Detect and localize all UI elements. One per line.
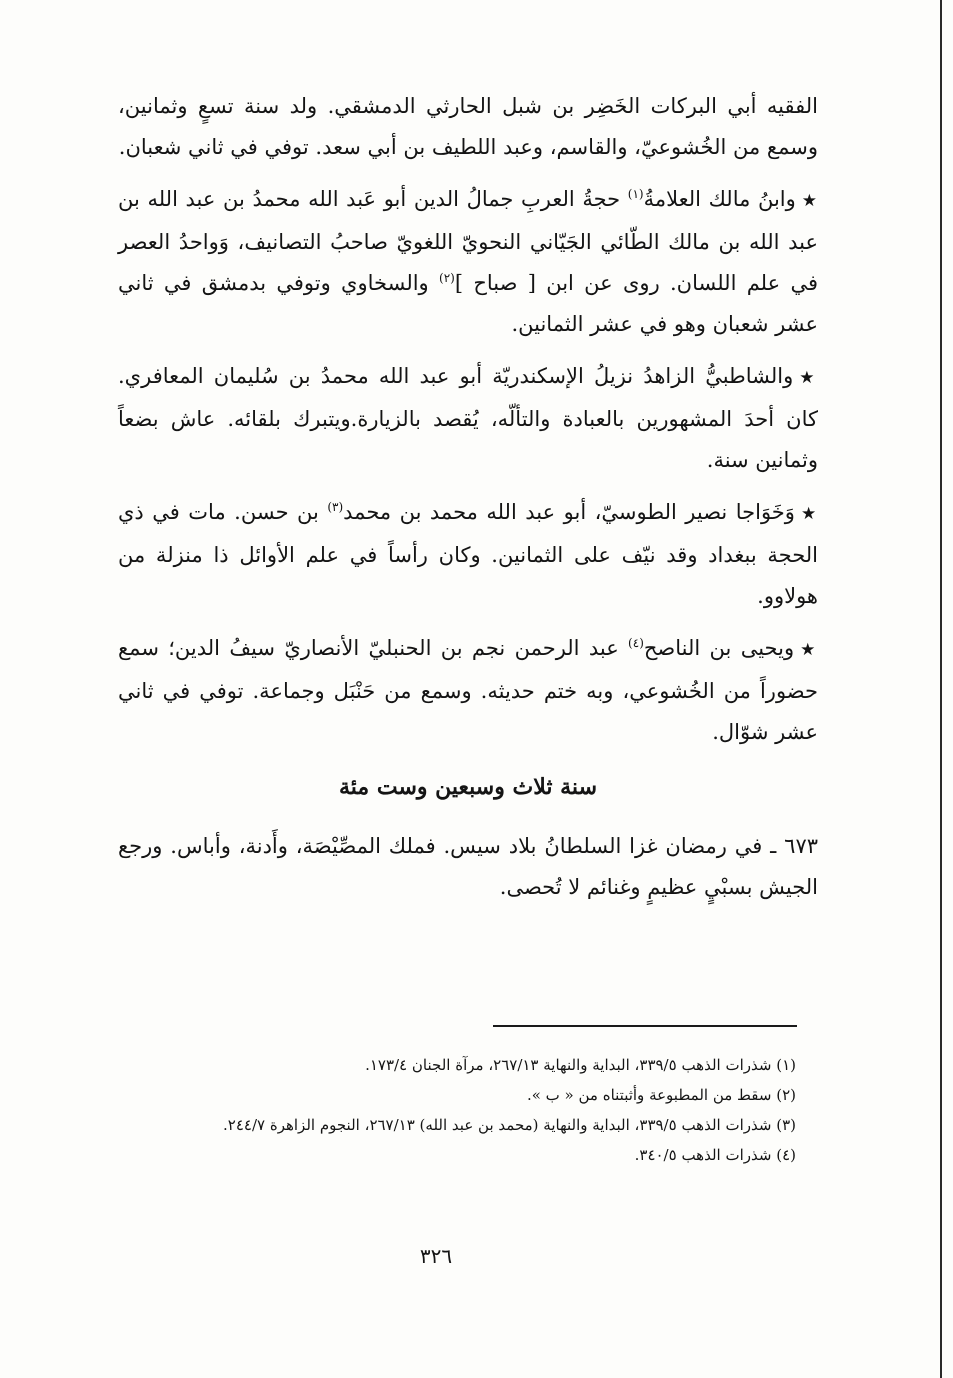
- footnote-text: شذرات الذهب ٣٣٩/٥، البداية والنهاية (محمد بن عبد الله) ٢٦٧/١٣، النجوم الزاهرة ٢٤٤/٧.: [223, 1116, 772, 1134]
- footnote-number: (٤): [776, 1146, 796, 1164]
- star-icon: ★: [800, 640, 818, 660]
- paragraph-text: حجةُ العربِ جمالُ الدين أبو عَبد الله محمدُ بن عبد الله بن عبد الله بن مالك الطّائي الجَيّاني النحويّ اللغويّ صاحبُ التصانيف، وَواحدُ العصر في علم اللسان. روى عن ابن [ صباح ]: [118, 187, 819, 295]
- page-number: ٣٢٦: [419, 1244, 453, 1268]
- main-text: [118, 86, 818, 919]
- footnote-divider: [493, 1025, 797, 1027]
- footnotes: [92, 1050, 796, 1170]
- entry-text: في رمضان غزا السلطانُ بلاد سيس. فملك المصِّيْصَة، وأَدنة، وأباس. ورجع الجيش بسبْيٍ عظيمٍ وغنائم لا تُحصى.: [118, 834, 818, 899]
- entry-673: [118, 826, 818, 908]
- footnote-ref[interactable]: (١): [627, 187, 644, 201]
- paragraph-yahya: [118, 628, 818, 753]
- footnote-3: [92, 1110, 796, 1140]
- paragraph-text: الفقيه أبي البركات الخَضِر بن شبل الحارثي الدمشقي. ولد سنة تسعٍ وثمانين، وسمع من الخُشوعيّ، والقاسم، وعبد اللطيف بن أبي سعد. توفي في ثاني شعبان.: [118, 94, 818, 159]
- paragraph-text: ويحيى بن الناصح: [643, 636, 795, 660]
- footnote-text: شذرات الذهب ٣٤٠/٥.: [634, 1146, 772, 1164]
- star-icon: ★: [800, 504, 818, 524]
- paragraph-text: والسخاوي وتوفي بدمشق في ثاني عشر شعبان وهو في عشر الثمانين.: [118, 271, 818, 336]
- entry-number: ٦٧٣ ـ: [770, 834, 819, 858]
- section-heading: سنة ثلاث وسبعين وست مئة: [338, 774, 598, 800]
- paragraph-shatibi: [118, 356, 818, 481]
- paragraph-khadir: [118, 86, 818, 168]
- paragraph-tusi: [118, 492, 818, 617]
- paragraph-text: والشاطبيُّ الزاهدُ نزيلُ الإسكندريّة أبو عبد الله محمدُ بن سُليمان المعافري. كان أحدَ المشهورين بالعبادة والتألّه، يُقصد بالزيارة.ويتبرك بلقائه. عاش بضعاً وثمانين سنة.: [118, 364, 818, 472]
- paragraph-text: وابنُ مالك العلامةُ: [643, 187, 796, 211]
- paragraph-ibn-malik: [118, 179, 818, 345]
- paragraph-text: وَخَوَاجا نصير الطوسيّ، أبو عبد الله محمد بن محمد: [343, 500, 795, 524]
- star-icon: ★: [799, 368, 818, 388]
- footnote-2: [92, 1080, 796, 1110]
- paragraph-text: بن حسن. مات في ذي الحجة ببغداد وقد نيّف على الثمانين. وكان رأساً في علم الأوائل ذا منزلة من هولاوو.: [118, 500, 818, 608]
- footnote-ref[interactable]: (٤): [628, 636, 644, 650]
- footnote-text: سقط من المطبوعة وأثبتناه من « ب ».: [526, 1086, 772, 1104]
- footnote-1: [92, 1050, 796, 1080]
- footnote-number: (٢): [776, 1086, 796, 1104]
- footnote-text: شذرات الذهب ٣٣٩/٥، البداية والنهاية ٢٦٧/١٣، مرآة الجنان ١٧٣/٤.: [365, 1056, 772, 1074]
- footnote-number: (١): [776, 1056, 796, 1074]
- footnote-ref[interactable]: (٢): [439, 271, 455, 285]
- footnote-ref[interactable]: (٣): [327, 500, 344, 514]
- footnote-4: [92, 1140, 796, 1170]
- paragraph-text: عبد الرحمن نجم بن الحنبليّ الأنصاريّ سيفُ الدين؛ سمع حضوراً من الخُشوعي، وبه ختم حديثه. وسمع من حَنْبَل وجماعة. توفي في ثاني عشر شوّال.: [118, 636, 818, 744]
- page-edge-line: [940, 0, 942, 1378]
- star-icon: ★: [801, 191, 818, 211]
- footnote-number: (٣): [776, 1116, 796, 1134]
